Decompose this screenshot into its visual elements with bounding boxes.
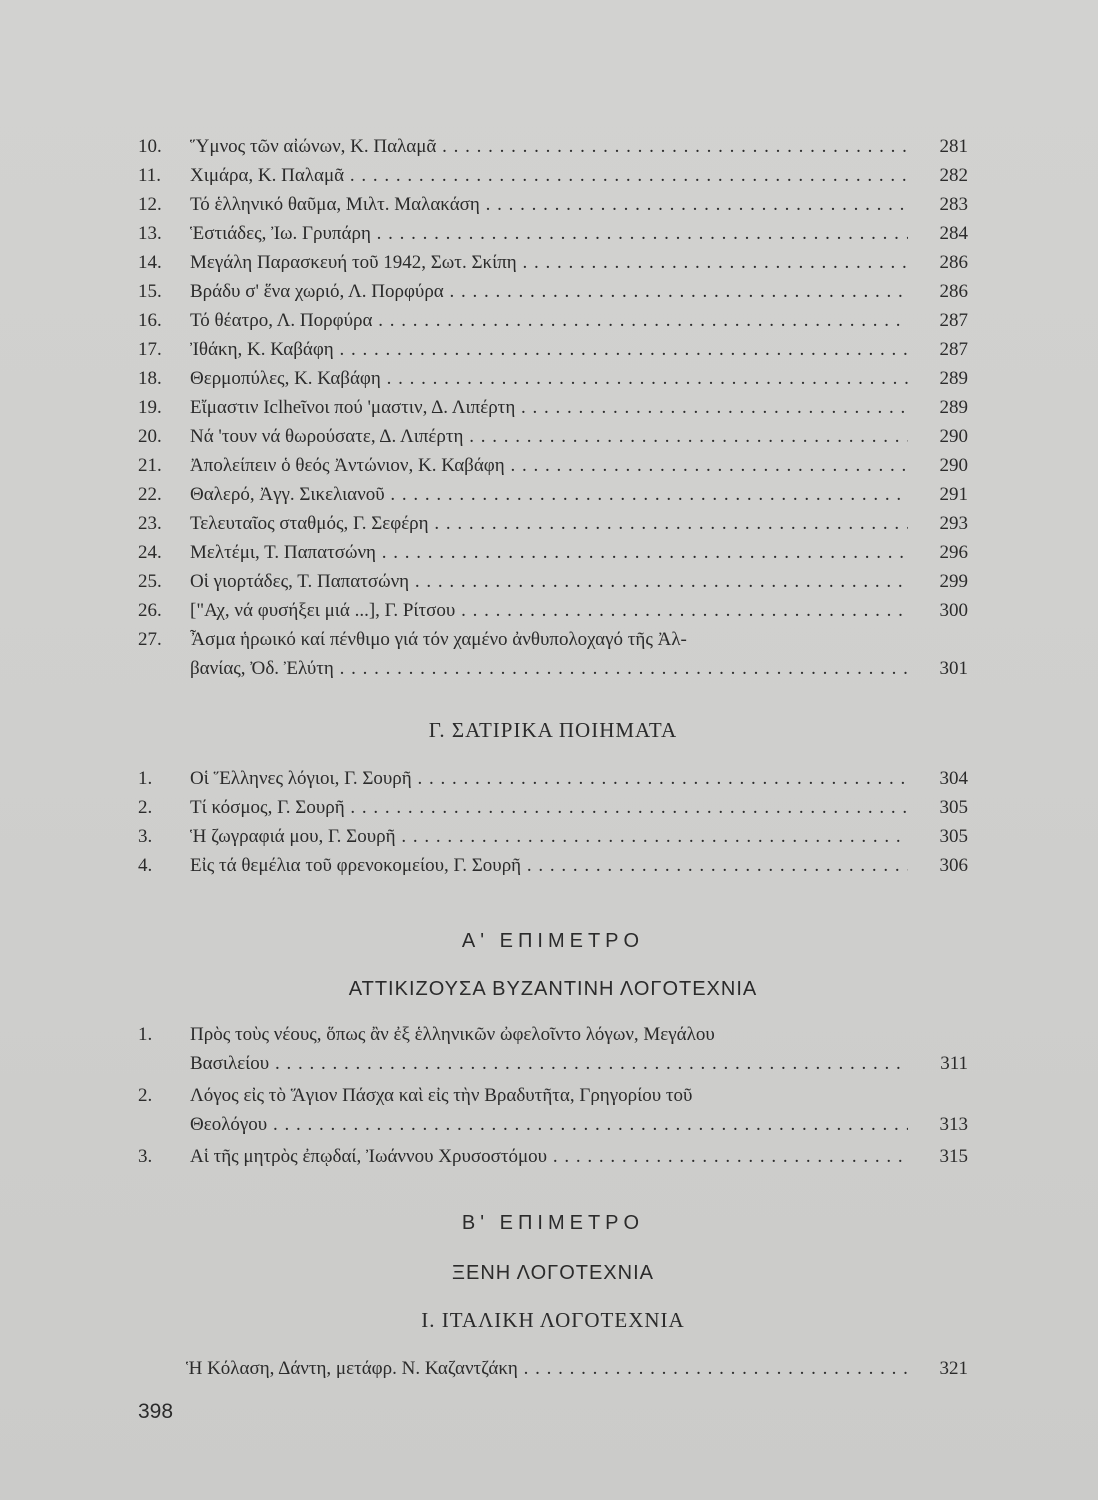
entry-number: 20. [138, 426, 162, 447]
entry-title: Ὕμνος τῶν αἰώνων, Κ. Παλαμᾶ . . . [190, 132, 908, 161]
toc-appendix-a-list [138, 1020, 968, 1171]
appendix-b-subheading: ΞΕΝΗ ΛΟΓΟΤΕΧΝΙΑ [452, 1262, 654, 1284]
section-heading-satirical: Γ. ΣΑΤΙΡΙΚΑ ΠΟΙΗΜΑΤΑ [428, 718, 678, 742]
entry-title: Τελευταῖος σταθμός, Γ. Σεφέρη . . . [190, 509, 908, 538]
entry-number: 17. [138, 339, 162, 360]
appendix-a-subheading: ΑΤΤΙΚΙΖΟΥΣΑ ΒΥΖΑΝΤΙΝΗ ΛΟΓΟΤΕΧΝΙΑ [348, 978, 758, 1000]
entry-title-line2: βανίας, Ὀδ. Ἐλύτη . . . [190, 654, 908, 683]
entry-page: 289 [939, 397, 968, 418]
entry-page: 291 [939, 484, 968, 505]
toc-poems-list [138, 132, 968, 625]
toc-row [138, 764, 968, 793]
entry-title: Εἴμαστιν Ιclheῖνοι πού 'μαστιν, Δ. Λιπέρτη . . . [190, 393, 908, 422]
appendix-b-heading: Β' ΕΠΙΜΕΤΡΟ [461, 1212, 645, 1234]
entry-title: Εἰς τά θεμέλια τοῦ φρενοκομείου, Γ. Σουρῆ . . . [190, 851, 908, 880]
toc-row [138, 161, 968, 190]
entry-number: 25. [138, 571, 162, 592]
entry-page: 315 [939, 1146, 968, 1167]
entry-page: 287 [939, 310, 968, 331]
entry-number: 1. [138, 1024, 153, 1045]
toc-row [138, 248, 968, 277]
entry-number: 23. [138, 513, 162, 534]
toc-row [138, 822, 968, 851]
entry-title-line1: Λόγος εἰς τὸ Ἅγιον Πάσχα καὶ εἰς τὴν Βραδυτῆτα, Γρηγορίου τοῦ [190, 1085, 693, 1106]
entry-number: 18. [138, 368, 162, 389]
entry-title: Νά 'τουν νά θωρούσατε, Δ. Λιπέρτη . . . [190, 422, 908, 451]
toc-row [138, 654, 968, 683]
entry-number: 10. [138, 136, 162, 157]
toc-row [138, 132, 968, 161]
page-number: 398 [138, 1400, 174, 1423]
entry-title: ["Αχ, νά φυσήξει μιά ...], Γ. Ρίτσου . . . [190, 596, 908, 625]
toc-row [138, 793, 968, 822]
entry-title: Μεγάλη Παρασκευή τοῦ 1942, Σωτ. Σκίπη . . . [190, 248, 908, 277]
toc-row [138, 393, 968, 422]
toc-row [138, 1110, 968, 1139]
entry-number: 27. [138, 629, 162, 650]
entry-page: 287 [939, 339, 968, 360]
entry-title: Θερμοπύλες, Κ. Καβάφη . . . [190, 364, 908, 393]
entry-number: 16. [138, 310, 162, 331]
entry-number: 3. [138, 826, 153, 847]
entry-number: 11. [138, 165, 162, 186]
toc-row [138, 567, 968, 596]
toc-row [138, 364, 968, 393]
entry-number: 26. [138, 600, 162, 621]
appendix-a-heading: Α' ΕΠΙΜΕΤΡΟ [461, 930, 645, 952]
entry-number: 14. [138, 252, 162, 273]
entry-number: 13. [138, 223, 162, 244]
entry-title-line1: Ἆσμα ἡρωικό καί πένθιμο γιά τόν χαμένο ἀνθυπολοχαγό τῆς Ἀλ- [190, 629, 687, 650]
entry-page: 296 [939, 542, 968, 563]
toc-row [138, 451, 968, 480]
toc-row [138, 480, 968, 509]
entry-page: 299 [939, 571, 968, 592]
toc-row [138, 422, 968, 451]
entry-title: Ἰθάκη, Κ. Καβάφη . . . [190, 335, 908, 364]
entry-page: 305 [939, 826, 968, 847]
toc-row [138, 851, 968, 880]
entry-number: 15. [138, 281, 162, 302]
entry-title-line2: Θεολόγου . . . [190, 1110, 908, 1139]
entry-number: 24. [138, 542, 162, 563]
entry-page: 281 [939, 136, 968, 157]
toc-row [138, 1049, 968, 1078]
entry-page: 286 [939, 281, 968, 302]
toc-entry-27 [138, 625, 968, 683]
entry-title: Ἡ ζωγραφιά μου, Γ. Σουρῆ . . . [190, 822, 908, 851]
entry-page: 290 [939, 426, 968, 447]
entry-page: 282 [939, 165, 968, 186]
entry-page: 293 [939, 513, 968, 534]
entry-page: 321 [939, 1358, 968, 1379]
entry-title-line2: Βασιλείου . . . [190, 1049, 908, 1078]
entry-page: 300 [939, 600, 968, 621]
entry-title: Τό ἑλληνικό θαῦμα, Μιλτ. Μαλακάση . . . [190, 190, 908, 219]
entry-title: Ἡ Κόλαση, Δάντη, μετάφρ. Ν. Καζαντζάκη . . . [186, 1354, 908, 1383]
entry-page: 283 [939, 194, 968, 215]
entry-page: 311 [940, 1053, 968, 1074]
toc-row [138, 277, 968, 306]
entry-title: Χιμάρα, Κ. Παλαμᾶ . . . [190, 161, 908, 190]
entry-page: 301 [939, 658, 968, 679]
toc-row [138, 1081, 968, 1110]
toc-row [138, 509, 968, 538]
entry-title: Οἱ Ἕλληνες λόγιοι, Γ. Σουρῆ . . . [190, 764, 908, 793]
entry-number: 3. [138, 1146, 153, 1167]
entry-number: 19. [138, 397, 162, 418]
entry-number: 2. [138, 1085, 153, 1106]
section-heading-italian: Ι. ΙΤΑΛΙΚΗ ΛΟΓΟΤΕΧΝΙΑ [421, 1308, 685, 1332]
entry-page: 313 [939, 1114, 968, 1135]
toc-row [138, 306, 968, 335]
toc-row [138, 1354, 968, 1383]
toc-row [138, 538, 968, 567]
entry-title: Βράδυ σ' ἕνα χωριό, Λ. Πορφύρα . . . [190, 277, 908, 306]
toc-row [138, 219, 968, 248]
entry-number: 1. [138, 768, 153, 789]
entry-title: Οἱ γιορτάδες, Τ. Παπατσώνη . . . [190, 567, 908, 596]
entry-page: 284 [939, 223, 968, 244]
entry-page: 305 [939, 797, 968, 818]
entry-number: 12. [138, 194, 162, 215]
entry-number: 2. [138, 797, 153, 818]
entry-page: 289 [939, 368, 968, 389]
entry-title: Τί κόσμος, Γ. Σουρῆ . . . [190, 793, 908, 822]
entry-page: 306 [939, 855, 968, 876]
entry-page: 286 [939, 252, 968, 273]
entry-number: 22. [138, 484, 162, 505]
entry-number: 21. [138, 455, 162, 476]
entry-title-line1: Πρὸς τοὺς νέους, ὅπως ἂν ἐξ ἑλληνικῶν ὠφελοῖντο λόγων, Μεγάλου [190, 1024, 715, 1045]
entry-title: Ἀπολείπειν ὁ θεός Ἀντώνιον, Κ. Καβάφη . . . [190, 451, 908, 480]
toc-row [138, 625, 968, 654]
entry-title: Αἱ τῆς μητρὸς ἐπῳδαί, Ἰωάννου Χρυσοστόμου . . . [190, 1142, 908, 1171]
entry-title: Θαλερό, Ἀγγ. Σικελιανοῦ . . . [190, 480, 908, 509]
entry-page: 290 [939, 455, 968, 476]
toc-row [138, 190, 968, 219]
toc-row [138, 1142, 968, 1171]
entry-title: Τό θέατρο, Λ. Πορφύρα . . . [190, 306, 908, 335]
toc-row [138, 596, 968, 625]
entry-title: Μελτέμι, Τ. Παπατσώνη . . . [190, 538, 908, 567]
entry-page: 304 [939, 768, 968, 789]
entry-title: Ἑστιάδες, Ἰω. Γρυπάρη . . . [190, 219, 908, 248]
toc-satirical-list [138, 764, 968, 880]
toc-row [138, 1020, 968, 1049]
toc-row [138, 335, 968, 364]
toc-italian-list [138, 1354, 968, 1383]
entry-number: 4. [138, 855, 153, 876]
